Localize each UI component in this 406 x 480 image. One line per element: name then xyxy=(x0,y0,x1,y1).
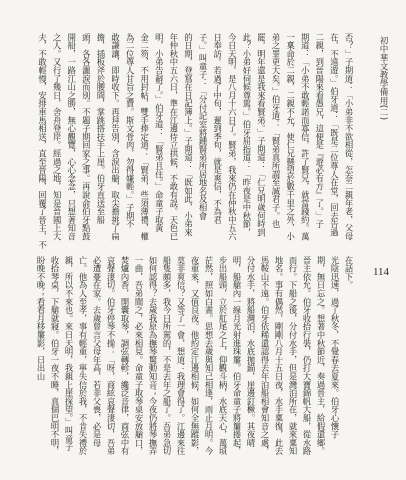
text-column: 船隻頗多，我今日所駕的，不是去年之船了。吾弟急切 xyxy=(162,256,172,456)
text-column: 茫然，照如白晝。思想去歲與知己相逢，雨止月明。今 xyxy=(204,256,214,456)
text-column: 明，小弟告辭了。」伯牙道：「賢弟且住。」命童子取黃 xyxy=(154,33,165,233)
text-column: 頭，各各灑淚而別。不題子期回家之事。再說俞伯牙點鼓 xyxy=(81,33,92,241)
text-column: 一稟命於二親，二親不允，使仁兄懸望於數千里之外，小 xyxy=(285,33,296,241)
text-column: 地名。事有偶然，剛剛八月十五日夜，水手稟復，此去 xyxy=(274,256,284,456)
text-column: 在話下。 xyxy=(344,256,354,290)
text-column: 擔，插板斧於腰間，掌跳搭扶手上崖。伯牙直送至船 xyxy=(95,33,106,224)
text-column: 晉主依允。伯牙收拾行裝，仍打大寶錦帆大船，從水路 xyxy=(302,256,312,456)
text-column: 子。」叫童子：「分付記室將鍾賢弟所居地名及相會 xyxy=(198,33,209,220)
text-column: 二親，到晉陽來看愚兄，這便是『遊必有方』了。」子 xyxy=(314,33,325,229)
text-column: 日奉訪。若過了中旬，遲到季旬，就是爽信，不為君 xyxy=(212,33,223,224)
text-column: 親，所以不來也。來日天明，我親上崖探望。」叫童子 xyxy=(64,256,74,452)
text-column: 焚爐內香，開囊取琴，調弦轉軫，纔泛音律，商弦中有 xyxy=(120,256,130,456)
text-column: 之人。又行了幾日，舍舟登岸。經過之地，知是晉國上大 xyxy=(52,33,63,241)
text-column: 哀聲淒切。伯牙停琴不操：「呀，商絃哀聲淒切，吾弟 xyxy=(106,256,116,456)
text-column: 敢謙讓，即時收下。再拜告別，含淚出艙，取尖擔挑了扁 xyxy=(110,33,121,241)
text-column: 一曲，吾弟聞之，必來相見。命童子取琴桌安放艙口， xyxy=(134,256,144,456)
text-column: 金二笏，不用封帖，雙手捧定道：「賢弟，些須薄禮，權 xyxy=(139,33,150,241)
text-column: 今日天明，是八月十六日了。賢弟，我來仍在仲秋中五六 xyxy=(227,33,238,241)
running-title: 初中華文教學備用(二) xyxy=(378,36,388,121)
text-column: 盼晚不晚；看看月移簾影，日出山 xyxy=(36,256,46,381)
text-column: 為二位尊人甘旨之費。斯文骨肉，勿得嫌輕。」子期不 xyxy=(125,33,136,229)
text-column: 弟之罪更大矣。」伯牙道：「賢弟真所謂至誠君子。也 xyxy=(271,33,282,229)
text-column: 馬鞍山不遠。伯牙依稀還認得去年泊船相會知音之處， xyxy=(260,256,270,456)
text-column: 收拾琴桌，下艙就寢。伯牙一夜不睡，真個巴明不明， xyxy=(50,256,60,456)
text-column: 而行。下船之後，分付水手，但是灣泊所在，就來稟知 xyxy=(288,256,298,456)
upper-text-block xyxy=(35,33,356,251)
text-column: 明，船艙內一線月光射進珠簾。伯牙命童子將簾捲起， xyxy=(232,256,242,456)
lower-text-block xyxy=(34,256,356,458)
text-column: 年仲秋中五六日，準在江邊侍立拱候，不敢有誤。天色已 xyxy=(168,33,179,241)
text-column: 必遭憂在家。去歲曾言父母年高，若非父喪，必是母 xyxy=(92,256,102,447)
text-column: 的日期，登寫在日記簿上。」子期道：「既如此，小弟來 xyxy=(183,33,194,237)
text-column: 步出船頭，立於舡尾之上，仰觀斗柄，水底天心，萬頃 xyxy=(218,256,228,456)
text-column: 光陰迅速，過了秋冬，不覺春去夏來。伯牙心懷子 xyxy=(330,256,340,439)
text-column: 分付水手，將船灣泊，水底拋錨，崖邊釘橛。其夜晴 xyxy=(246,256,256,447)
page-number: 114 xyxy=(372,266,390,278)
text-column: 期，無日忘之。想著中秋節近，奏過晉主，給假還鄉。 xyxy=(316,256,326,456)
text-column: 否？」子期道：「小弟非不欲相從，怎奈二親年老，父母 xyxy=(344,33,354,241)
text-column: 如何認得？去歲我原為撫琴驚動知音；今夜仍將琴撫弄 xyxy=(148,256,158,456)
text-column: 亡。他為人至孝，事有輕重，寧失信於我，不肯失禮於 xyxy=(78,256,88,456)
text-column: 此？小弟好伺候尊駕。」伯牙屈指道：「昨夜是中秋節， xyxy=(241,33,252,237)
text-column: 夫，不敢輕慢，安排車馬相送，直至晉陽，回覆了晉主，不 xyxy=(37,33,48,249)
text-column: 期道：「小弟不敢輕諾而寡信，許了賢兄，就當踐約。萬 xyxy=(300,33,311,241)
text-column: 夜重來，又值良夜。他約定江邊相候，如何全無蹤影， xyxy=(190,256,200,456)
text-column: 莫非爽信？又等了一會，想道：我理會得了。江邊來往 xyxy=(176,256,186,456)
text-column: 在，不遠遊。」伯牙道：「既是二位尊人在堂，回去告過 xyxy=(329,33,340,237)
text-column: 罷，明年還是我來看賢弟。」子期道：「仁兄明歲何時到 xyxy=(256,33,267,237)
text-column: 開船，一路江山之勝，無心觀覽，心心念念，只想著知音 xyxy=(66,33,77,241)
